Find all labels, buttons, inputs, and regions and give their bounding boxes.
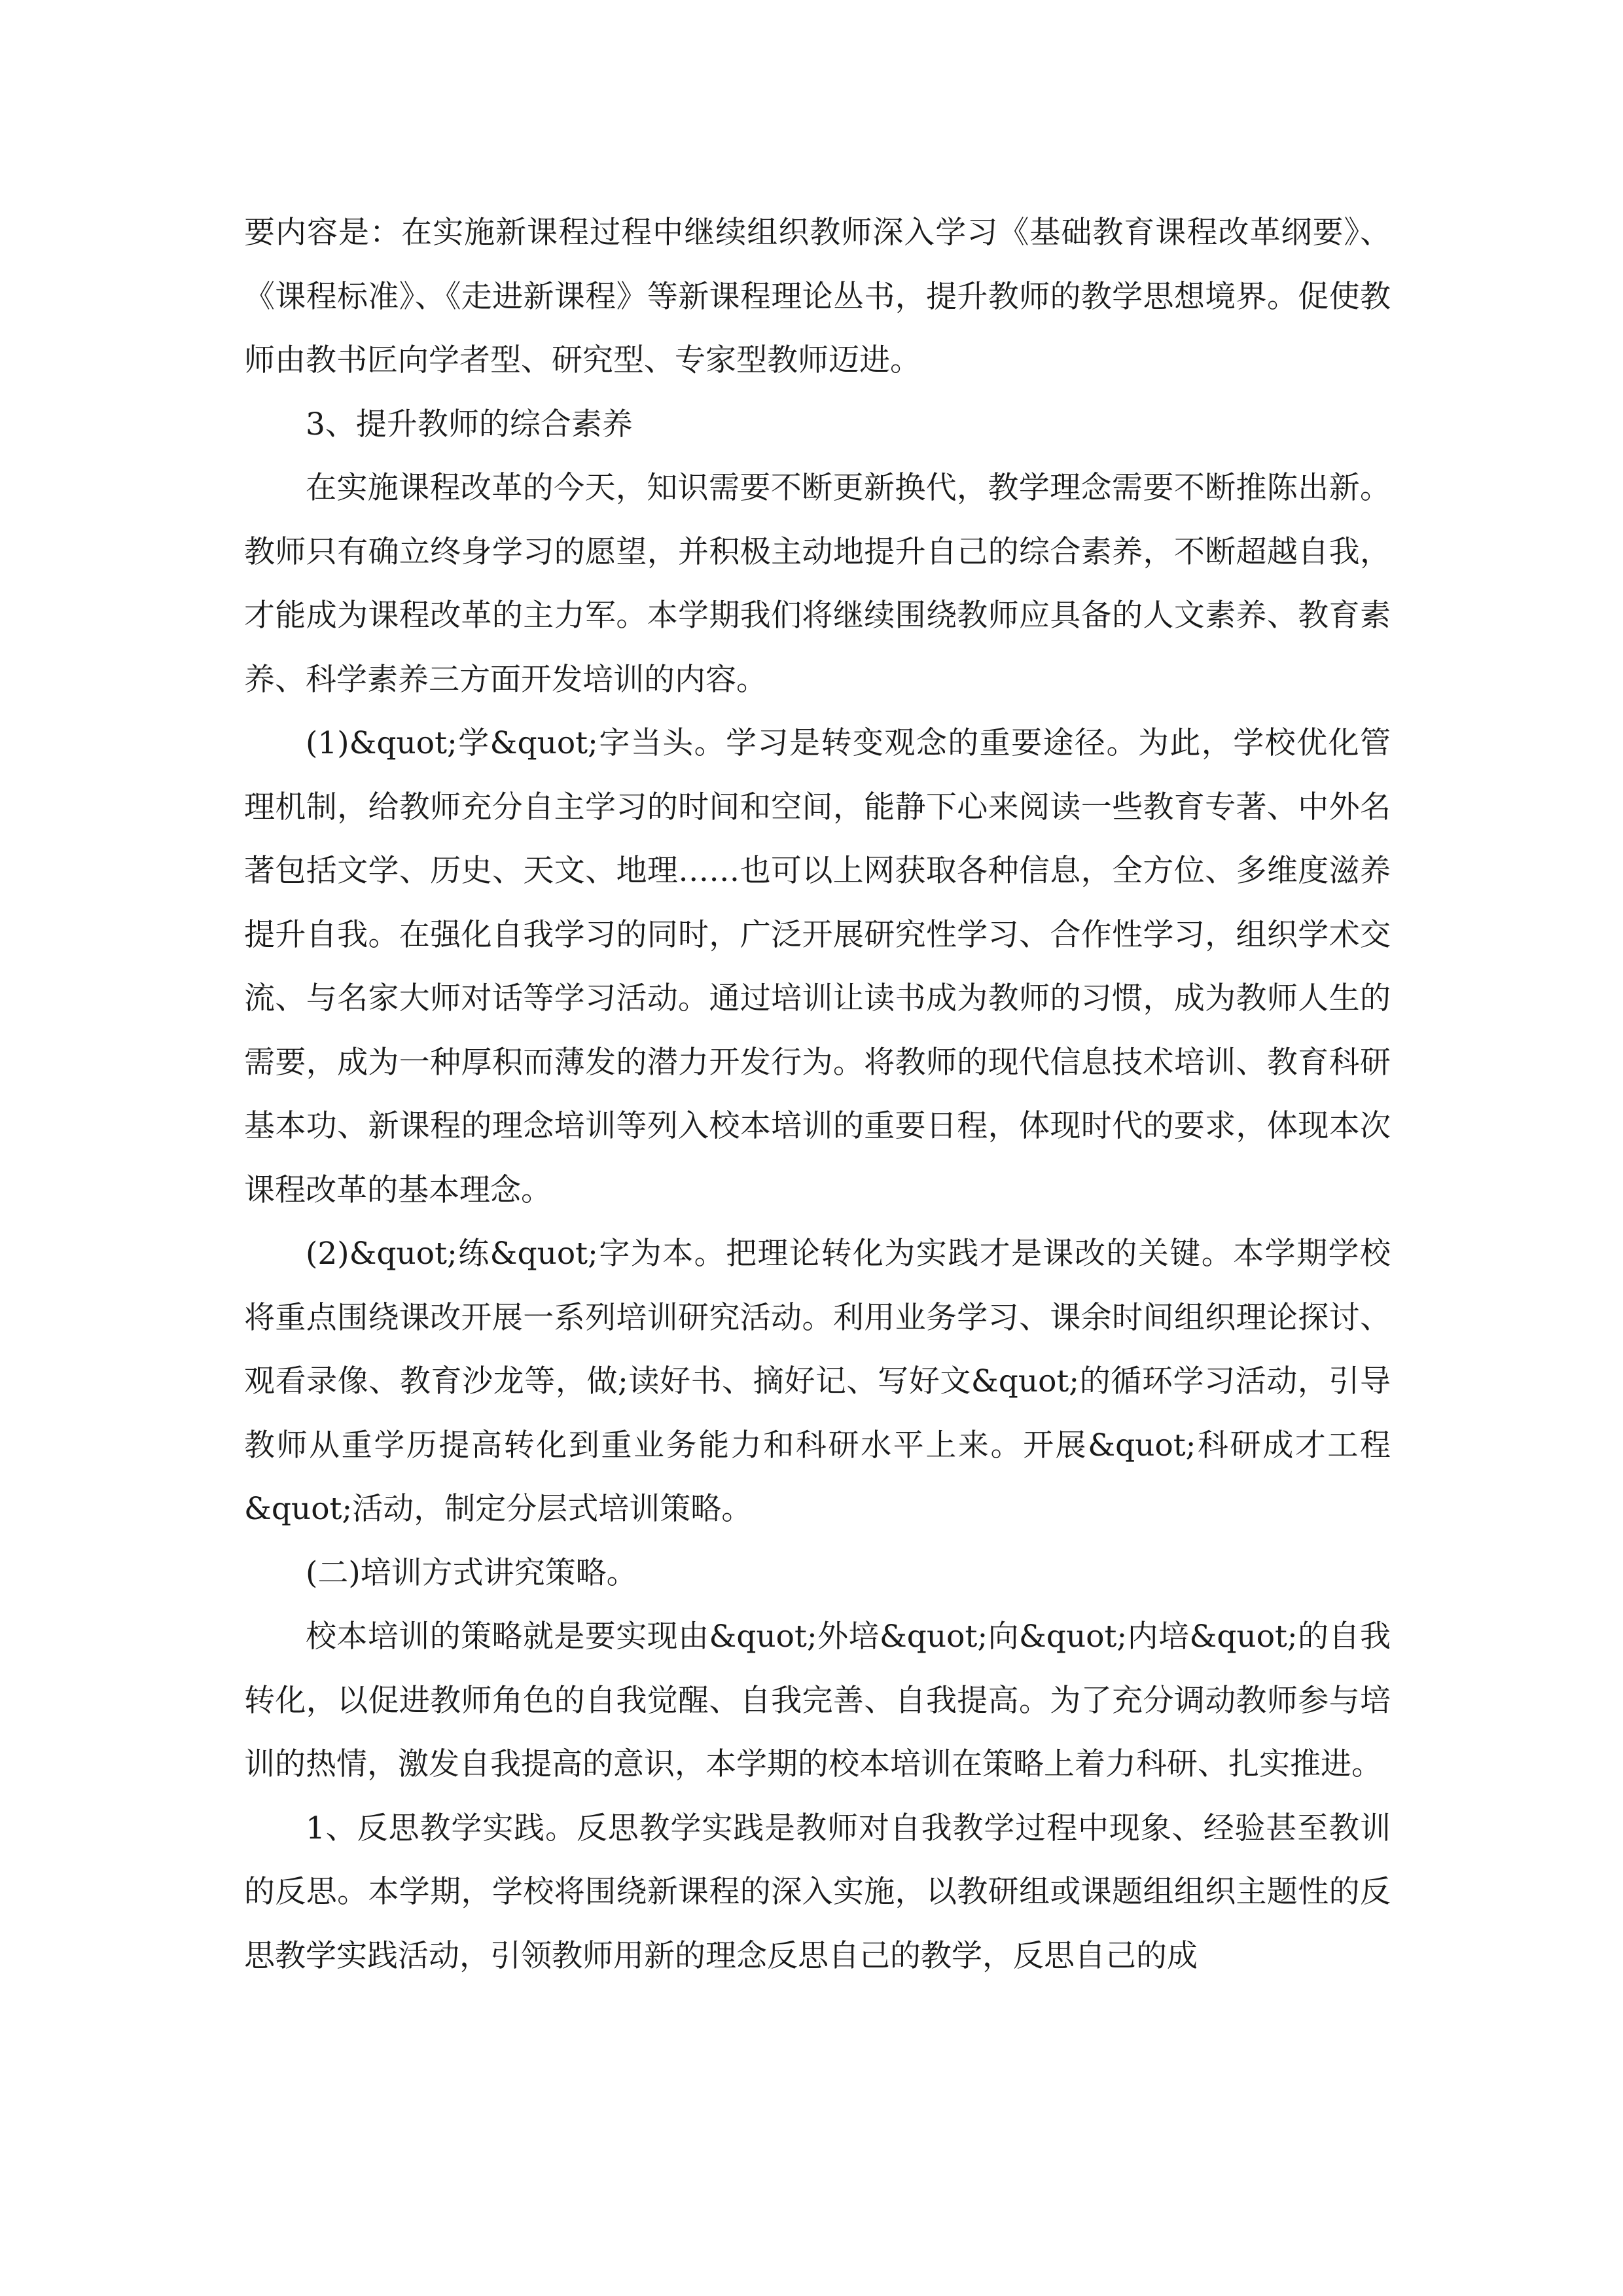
paragraph: 在实施课程改革的今天，知识需要不断更新换代，教学理念需要不断推陈出新。教师只有确立终身学习的愿望，并积极主动地提升自己的综合素养，不断超越自我，才能成为课程改革的主力军。本学期我们将继续围绕教师应具备的人文素养、教育素养、科学素养三方面开发培训的内容。 xyxy=(244,470,1391,698)
section-heading-2: (二)培训方式讲究策略。 xyxy=(306,1554,637,1591)
paragraph: (2)&quot;练&quot;字为本。把理论转化为实践才是课改的关键。本学期学校将重点围绕课改开展一系列培训研究活动。利用业务学习、课余时间组织理论探讨、观看录像、教育沙龙等，做;读好书、摘好记、写好文&quot;的循环学习活动，引导教师从重学历提高转化到重业务能力和科研水平上来。开展&quot;科研成才工程&quot;活动，制定分层式培训策略。 xyxy=(244,1236,1391,1527)
paragraph: 校本培训的策略就是要实现由&quot;外培&quot;向&quot;内培&quot;的自我转化，以促进教师角色的自我觉醒、自我完善、自我提高。为了充分调动教师参与培训的热情，激发自我提高的意识，本学期的校本培训在策略上着力科研、扎实推进。 xyxy=(244,1619,1391,1782)
section-heading-3: 3、提升教师的综合素养 xyxy=(306,406,633,442)
paragraph: 1、反思教学实践。反思教学实践是教师对自我教学过程中现象、经验甚至教训的反思。本学期，学校将围绕新课程的深入实施，以教研组或课题组组织主题性的反思教学实践活动，引领教师用新的理念反思自己的教学，反思自己的成 xyxy=(244,1810,1391,1974)
paragraph: (1)&quot;学&quot;字当头。学习是转变观念的重要途径。为此，学校优化管理机制，给教师充分自主学习的时间和空间，能静下心来阅读一些教育专著、中外名著包括文学、历史、天文、地理……也可以上网获取各种信息，全方位、多维度滋养提升自我。在强化自我学习的同时，广泛开展研究性学习、合作性学习，组织学术交流、与名家大师对话等学习活动。通过培训让读书成为教师的习惯，成为教师人生的需要，成为一种厚积而薄发的潜力开发行为。将教师的现代信息技术培训、教育科研基本功、新课程的理念培训等列入校本培训的重要日程，体现时代的要求，体现本次课程改革的基本理念。 xyxy=(244,725,1391,1208)
paragraph-continuation: 要内容是：在实施新课程过程中继续组织教师深入学习《基础教育课程改革纲要》、《课程标准》、《走进新课程》等新课程理论丛书，提升教师的教学思想境界。促使教师由教书匠向学者型、研究型、专家型教师迈进。 xyxy=(244,215,1391,378)
body-text xyxy=(244,201,1391,1988)
